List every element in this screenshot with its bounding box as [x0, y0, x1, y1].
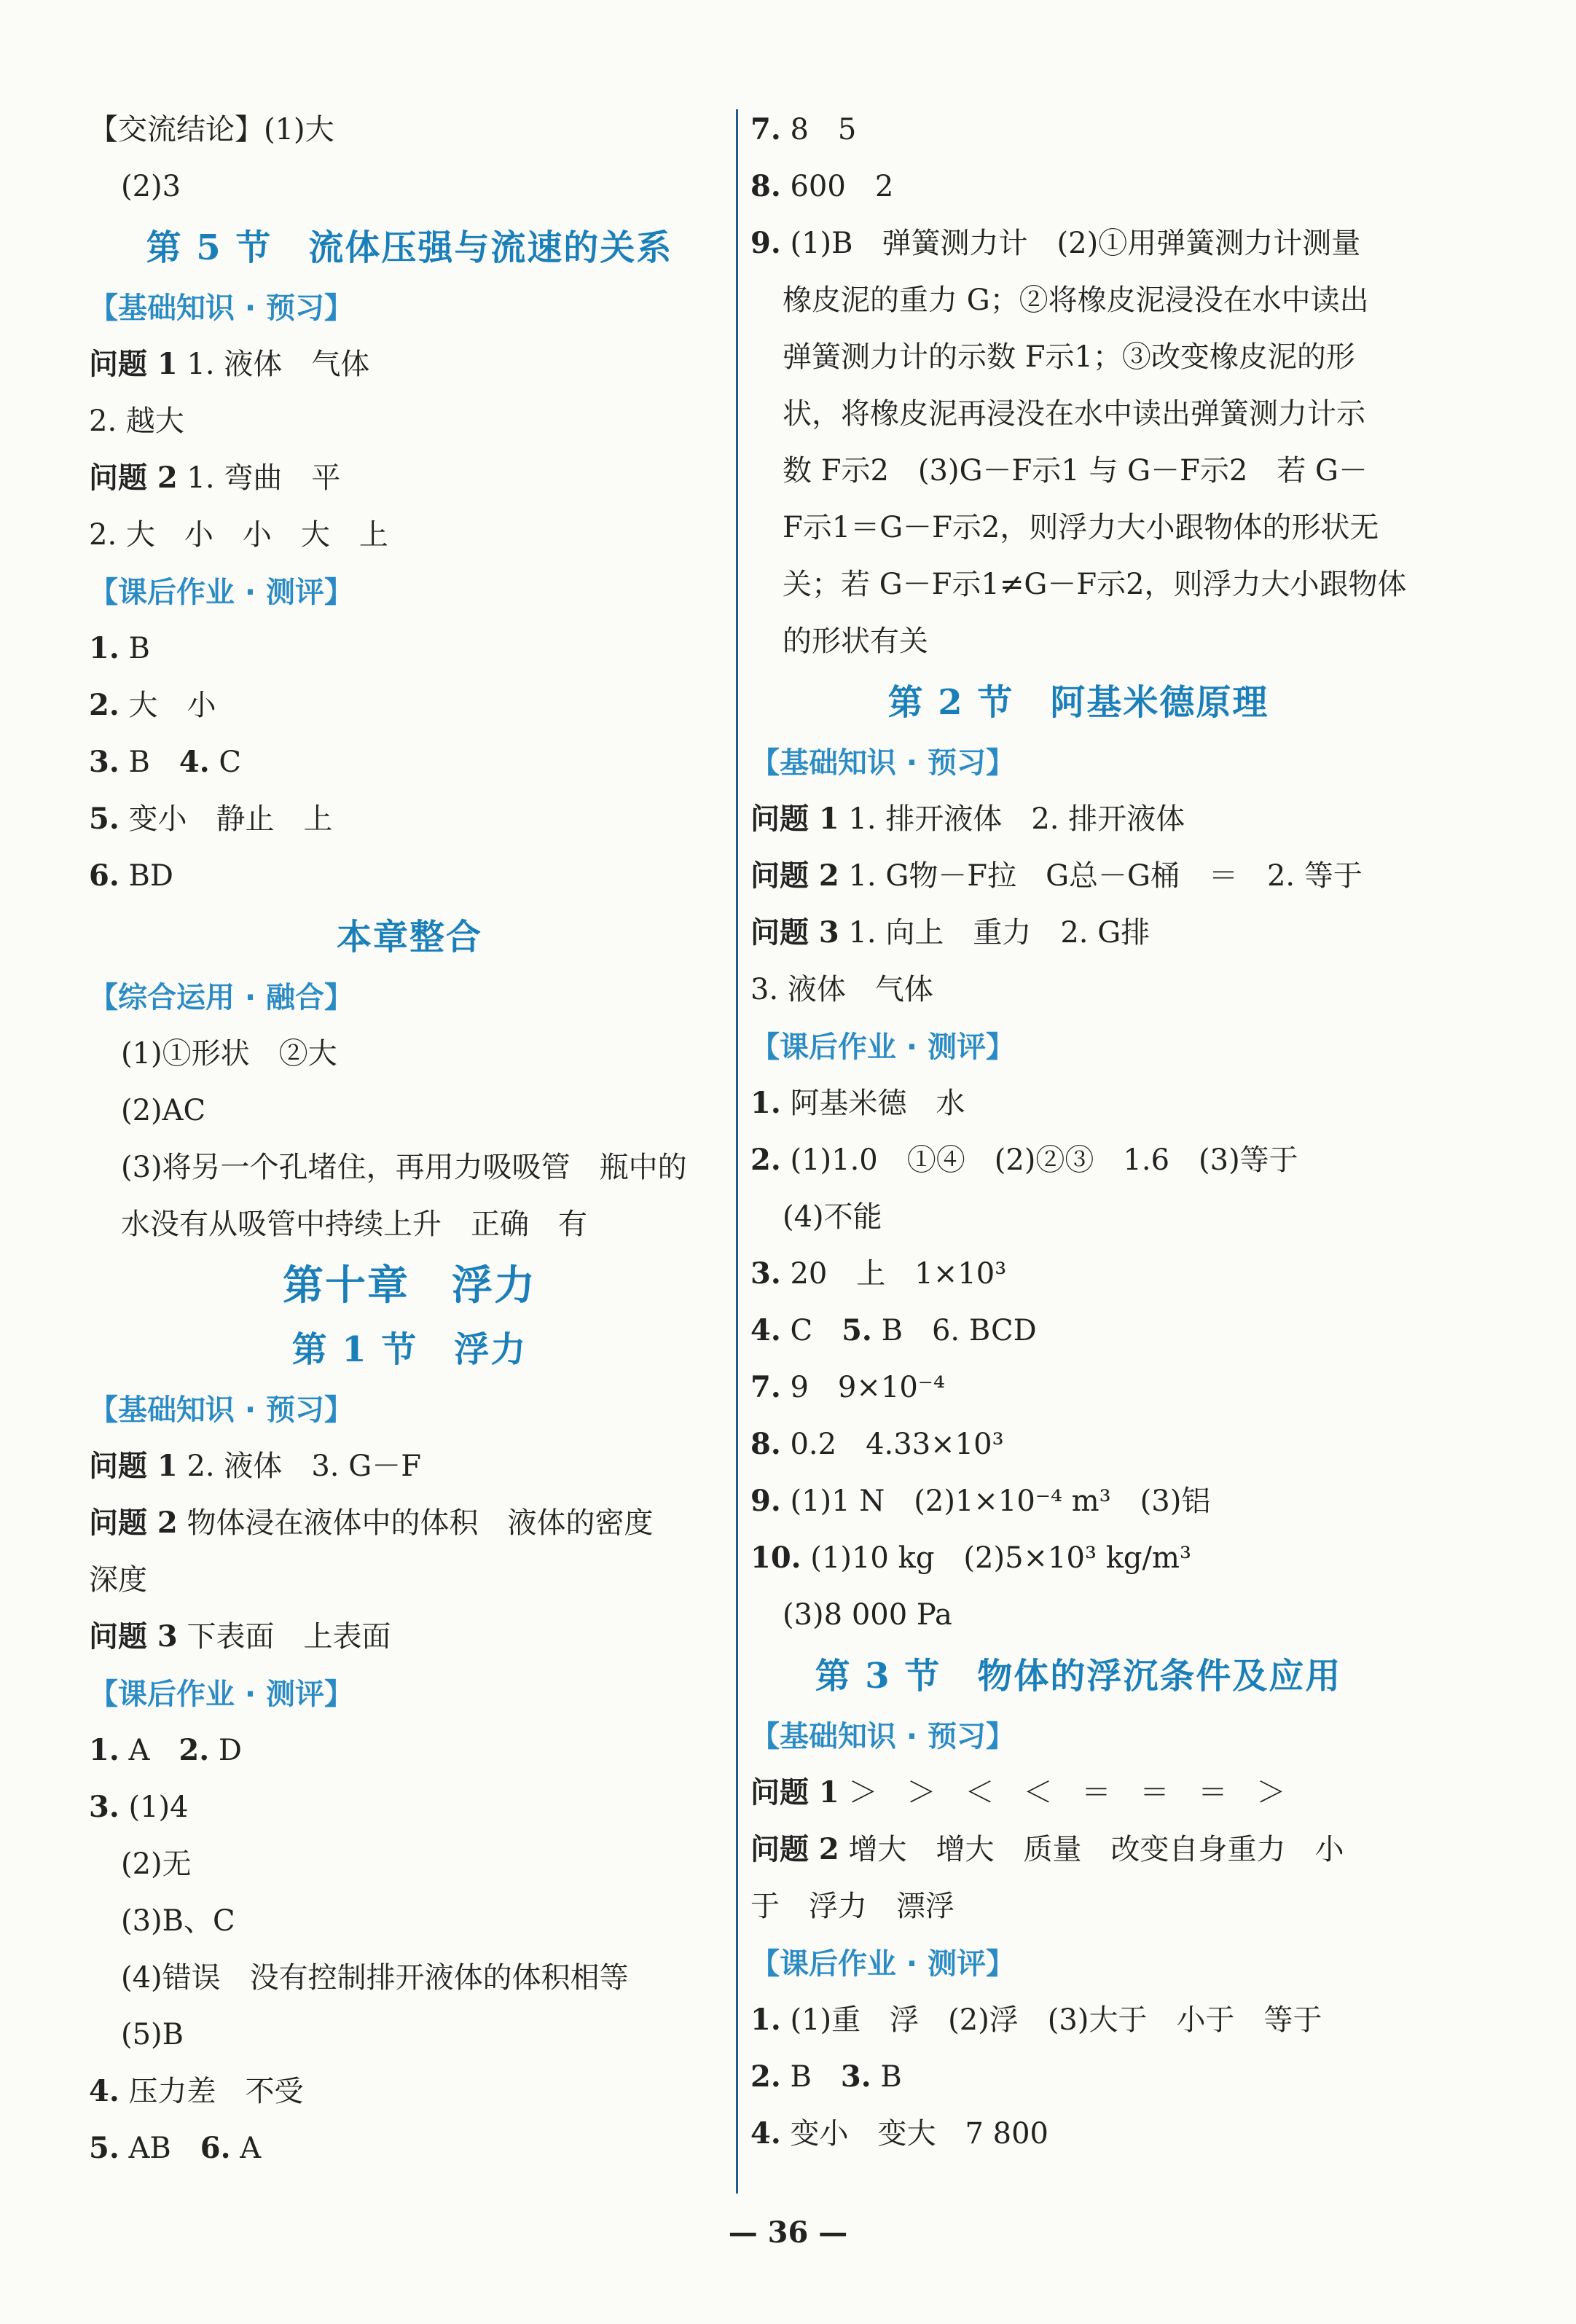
question-number: 问题 1 [750, 1775, 839, 1809]
answer-line [750, 273, 1406, 329]
answer-text: 深度 [89, 1563, 147, 1597]
section-title: 第 5 节 流体压强与流速的关系 [146, 227, 673, 268]
answer-text: 1. 向上 重力 2. G排 [839, 916, 1150, 950]
answer-text: 关；若 G－F示1≠G－F示2，则浮力大小跟物体 [783, 568, 1407, 601]
answer-line [89, 2007, 730, 2064]
answer-line [89, 1893, 730, 1950]
question-number: 问题 1 [89, 347, 178, 381]
answer-line [750, 1992, 1406, 2049]
answer-line [89, 2064, 730, 2121]
answer-line [89, 1780, 730, 1836]
question-number: 问题 2 [89, 461, 178, 495]
section-label: 【课后作业 · 测评】 [750, 1947, 1016, 1981]
question-number: 3. [89, 745, 119, 779]
left-column [89, 102, 730, 2178]
answer-line [750, 1360, 1406, 1417]
answer-text: B [780, 2060, 841, 2094]
answer-line [89, 159, 730, 216]
answer-line [89, 1439, 730, 1495]
question-number: 1. [750, 1086, 781, 1120]
answer-text: D [209, 1734, 242, 1767]
answer-text: 增大 增大 质量 改变自身重力 小 [839, 1833, 1344, 1866]
question-number: 问题 2 [750, 858, 839, 893]
question-number: 8. [750, 1427, 781, 1461]
answer-text: 变小 变大 7 800 [780, 2117, 1048, 2151]
answer-line [750, 329, 1406, 386]
section-label: 【基础知识 · 预习】 [750, 746, 1016, 780]
answer-text: (4)不能 [783, 1200, 882, 1234]
answer-text: 0.2 4.33×10³ [780, 1428, 1004, 1461]
answer-text: (1)10 kg (2)5×10³ kg/m³ [801, 1541, 1191, 1575]
section-title: 本章整合 [336, 917, 482, 958]
answer-line [750, 614, 1406, 670]
question-number: 2. [750, 1143, 781, 1177]
answer-text: 物体浸在液体中的体积 液体的密度 [177, 1506, 654, 1540]
question-number: 问题 2 [89, 1506, 178, 1540]
section-title: 第 1 节 浮力 [291, 1329, 528, 1370]
answer-line [750, 962, 1406, 1019]
section-label: 【课后作业 · 测评】 [89, 1678, 354, 1711]
answer-text: 水没有从吸管中持续上升 正确 有 [121, 1208, 587, 1241]
answer-line [89, 337, 730, 394]
answer-line [750, 2106, 1406, 2163]
answer-line [89, 791, 730, 848]
column-divider [736, 109, 738, 2194]
question-number: 7. [750, 112, 781, 146]
question-number: 问题 3 [750, 915, 839, 950]
answer-text: 的形状有关 [783, 625, 928, 658]
question-number: 6. [89, 858, 119, 893]
answer-text: 2. 越大 [89, 404, 184, 438]
question-number: 5. [89, 2131, 119, 2165]
question-number: 10. [750, 1541, 801, 1575]
answer-text: 于 浮力 漂浮 [750, 1890, 954, 1923]
section-label: 【基础知识 · 预习】 [750, 1720, 1016, 1753]
question-number: 4. [750, 2116, 781, 2151]
answer-text: (3)将另一个孔堵住，再用力吸吸管 瓶中的 [121, 1151, 687, 1184]
question-number: 2. [750, 2059, 781, 2094]
answer-text: 橡皮泥的重力 G；②将橡皮泥浸没在水中读出 [783, 283, 1369, 317]
answer-line [750, 1530, 1406, 1587]
answer-line [89, 1083, 730, 1140]
section-label: 【综合运用 · 融合】 [89, 981, 354, 1014]
answer-text: 阿基米德 水 [780, 1087, 965, 1120]
answer-line [89, 2121, 730, 2178]
answer-text: 9 9×10⁻⁴ [780, 1371, 945, 1404]
answer-text: 【交流结论】(1)大 [89, 113, 334, 146]
answer-line [750, 1246, 1406, 1303]
answer-line [750, 386, 1406, 443]
answer-text: C [780, 1314, 842, 1347]
answer-text: 状，将橡皮泥再浸没在水中读出弹簧测力计示 [783, 397, 1365, 431]
question-number: 问题 3 [89, 1619, 178, 1654]
answer-text: (1)重 浮 (2)浮 (3)大于 小于 等于 [780, 2003, 1322, 2037]
answer-text: 大 小 [119, 689, 216, 722]
question-number: 5. [842, 1313, 872, 1347]
answer-line [750, 1879, 1406, 1936]
question-number: 3. [750, 1256, 781, 1291]
answer-line [89, 1140, 730, 1197]
question-number: 5. [89, 802, 119, 836]
answer-text: (1)4 [119, 1791, 189, 1824]
section-title: 第十章 浮力 [283, 1261, 536, 1310]
answer-text: 2. 大 小 小 大 上 [89, 518, 388, 552]
answer-line [750, 216, 1406, 273]
question-number: 2. [89, 688, 119, 722]
question-number: 3. [840, 2059, 871, 2094]
question-number: 1. [750, 2003, 781, 2037]
answer-text: 8 5 [780, 113, 857, 146]
answer-text: 600 2 [780, 170, 894, 203]
answer-line [89, 1836, 730, 1893]
answer-line [89, 1609, 730, 1666]
answer-text: (2)3 [121, 170, 181, 203]
answer-line [750, 1132, 1406, 1189]
answer-line [750, 1587, 1406, 1644]
answer-text: C [209, 746, 241, 779]
answer-line [89, 394, 730, 450]
question-number: 6. [200, 2131, 231, 2165]
answer-line [750, 1417, 1406, 1474]
answer-line [750, 1076, 1406, 1132]
answer-line [89, 102, 730, 159]
answer-line [89, 621, 730, 678]
question-number: 7. [750, 1370, 781, 1404]
section-label: 【基础知识 · 预习】 [89, 1393, 354, 1427]
answer-line [750, 159, 1406, 216]
answer-line [750, 102, 1406, 159]
answer-text: 变小 静止 上 [119, 802, 333, 836]
question-number: 4. [179, 745, 210, 779]
right-column [750, 102, 1406, 2163]
answer-line [750, 500, 1406, 557]
question-number: 9. [750, 226, 781, 260]
question-number: 2. [179, 1733, 210, 1767]
answer-text: 20 上 1×10³ [780, 1257, 1007, 1291]
answer-text: B 6. BCD [871, 1314, 1037, 1347]
answer-text: 压力差 不受 [119, 2075, 304, 2108]
question-number: 9. [750, 1484, 781, 1518]
section-label: 【课后作业 · 测评】 [750, 1030, 1016, 1064]
answer-line [89, 1026, 730, 1083]
answer-line [89, 1723, 730, 1780]
answer-line [750, 1474, 1406, 1530]
answer-text: 弹簧测力计的示数 F示1；③改变橡皮泥的形 [783, 340, 1355, 374]
answer-line [750, 1189, 1406, 1246]
answer-text: (1)①形状 ②大 [121, 1037, 337, 1071]
answer-line [89, 1950, 730, 2007]
answer-text: (1)1.0 ①④ (2)②③ 1.6 (3)等于 [780, 1143, 1298, 1177]
answer-text: A [230, 2132, 262, 2165]
question-number: 1. [89, 1733, 119, 1767]
section-title: 第 2 节 阿基米德原理 [887, 682, 1269, 723]
answer-text: 数 F示2 (3)G－F示1 与 G－F示2 若 G－ [783, 454, 1368, 488]
answer-line [750, 1303, 1406, 1360]
answer-text: BD [119, 859, 173, 893]
page-number: — 36 — [728, 2215, 848, 2250]
answer-text: A [119, 1734, 179, 1767]
answer-text: 1. G物－F拉 G总－G桶 ＝ 2. 等于 [839, 859, 1363, 893]
answer-text: 3. 液体 气体 [750, 973, 933, 1006]
answer-line [750, 2049, 1406, 2106]
answer-line [750, 1822, 1406, 1879]
answer-line [750, 905, 1406, 962]
answer-line [750, 557, 1406, 614]
answer-text: (4)错误 没有控制排开液体的体积相等 [121, 1961, 629, 1995]
answer-line [89, 1552, 730, 1609]
answer-line [89, 1197, 730, 1253]
answer-line [89, 1495, 730, 1552]
question-number: 问题 1 [89, 1449, 178, 1483]
answer-text: (3)8 000 Pa [783, 1598, 952, 1632]
answer-line [750, 443, 1406, 500]
answer-text: (2)无 [121, 1847, 192, 1881]
answer-text: 1. 排开液体 2. 排开液体 [839, 802, 1185, 836]
answer-line [89, 735, 730, 791]
answer-text: 2. 液体 3. G－F [177, 1449, 421, 1483]
answer-text: 1. 液体 气体 [177, 348, 370, 381]
answer-text: (2)AC [121, 1094, 206, 1127]
section-title: 第 3 节 物体的浮沉条件及应用 [815, 1656, 1342, 1697]
question-number: 4. [750, 1313, 781, 1347]
question-number: 8. [750, 169, 781, 203]
answer-text: B [119, 632, 150, 665]
answer-line [89, 848, 730, 905]
question-number: 1. [89, 631, 119, 665]
answer-text: 下表面 上表面 [177, 1620, 391, 1654]
answer-line [750, 848, 1406, 905]
question-number: 问题 2 [750, 1832, 839, 1866]
answer-line [89, 678, 730, 735]
answer-text: AB [119, 2132, 200, 2165]
section-label: 【课后作业 · 测评】 [89, 576, 354, 609]
answer-text: (1)1 N (2)1×10⁻⁴ m³ (3)铝 [780, 1484, 1211, 1518]
answer-text: 1. 弯曲 平 [177, 461, 341, 495]
answer-line [750, 1765, 1406, 1822]
answer-text: B [871, 2060, 902, 2094]
answer-line [89, 450, 730, 507]
answer-text: ＞ ＞ ＜ ＜ ＝ ＝ ＝ ＞ [839, 1776, 1286, 1809]
answer-line [89, 507, 730, 564]
answer-text: (3)B、C [121, 1904, 235, 1938]
question-number: 4. [89, 2074, 119, 2108]
section-label: 【基础知识 · 预习】 [89, 292, 354, 325]
answer-text: B [119, 746, 179, 779]
question-number: 3. [89, 1790, 119, 1824]
answer-line [750, 791, 1406, 848]
answer-text: F示1＝G－F示2，则浮力大小跟物体的形状无 [783, 511, 1379, 544]
question-number: 问题 1 [750, 802, 839, 836]
answer-text: (5)B [121, 2018, 184, 2051]
answer-text: (1)B 弹簧测力计 (2)①用弹簧测力计测量 [780, 227, 1361, 260]
